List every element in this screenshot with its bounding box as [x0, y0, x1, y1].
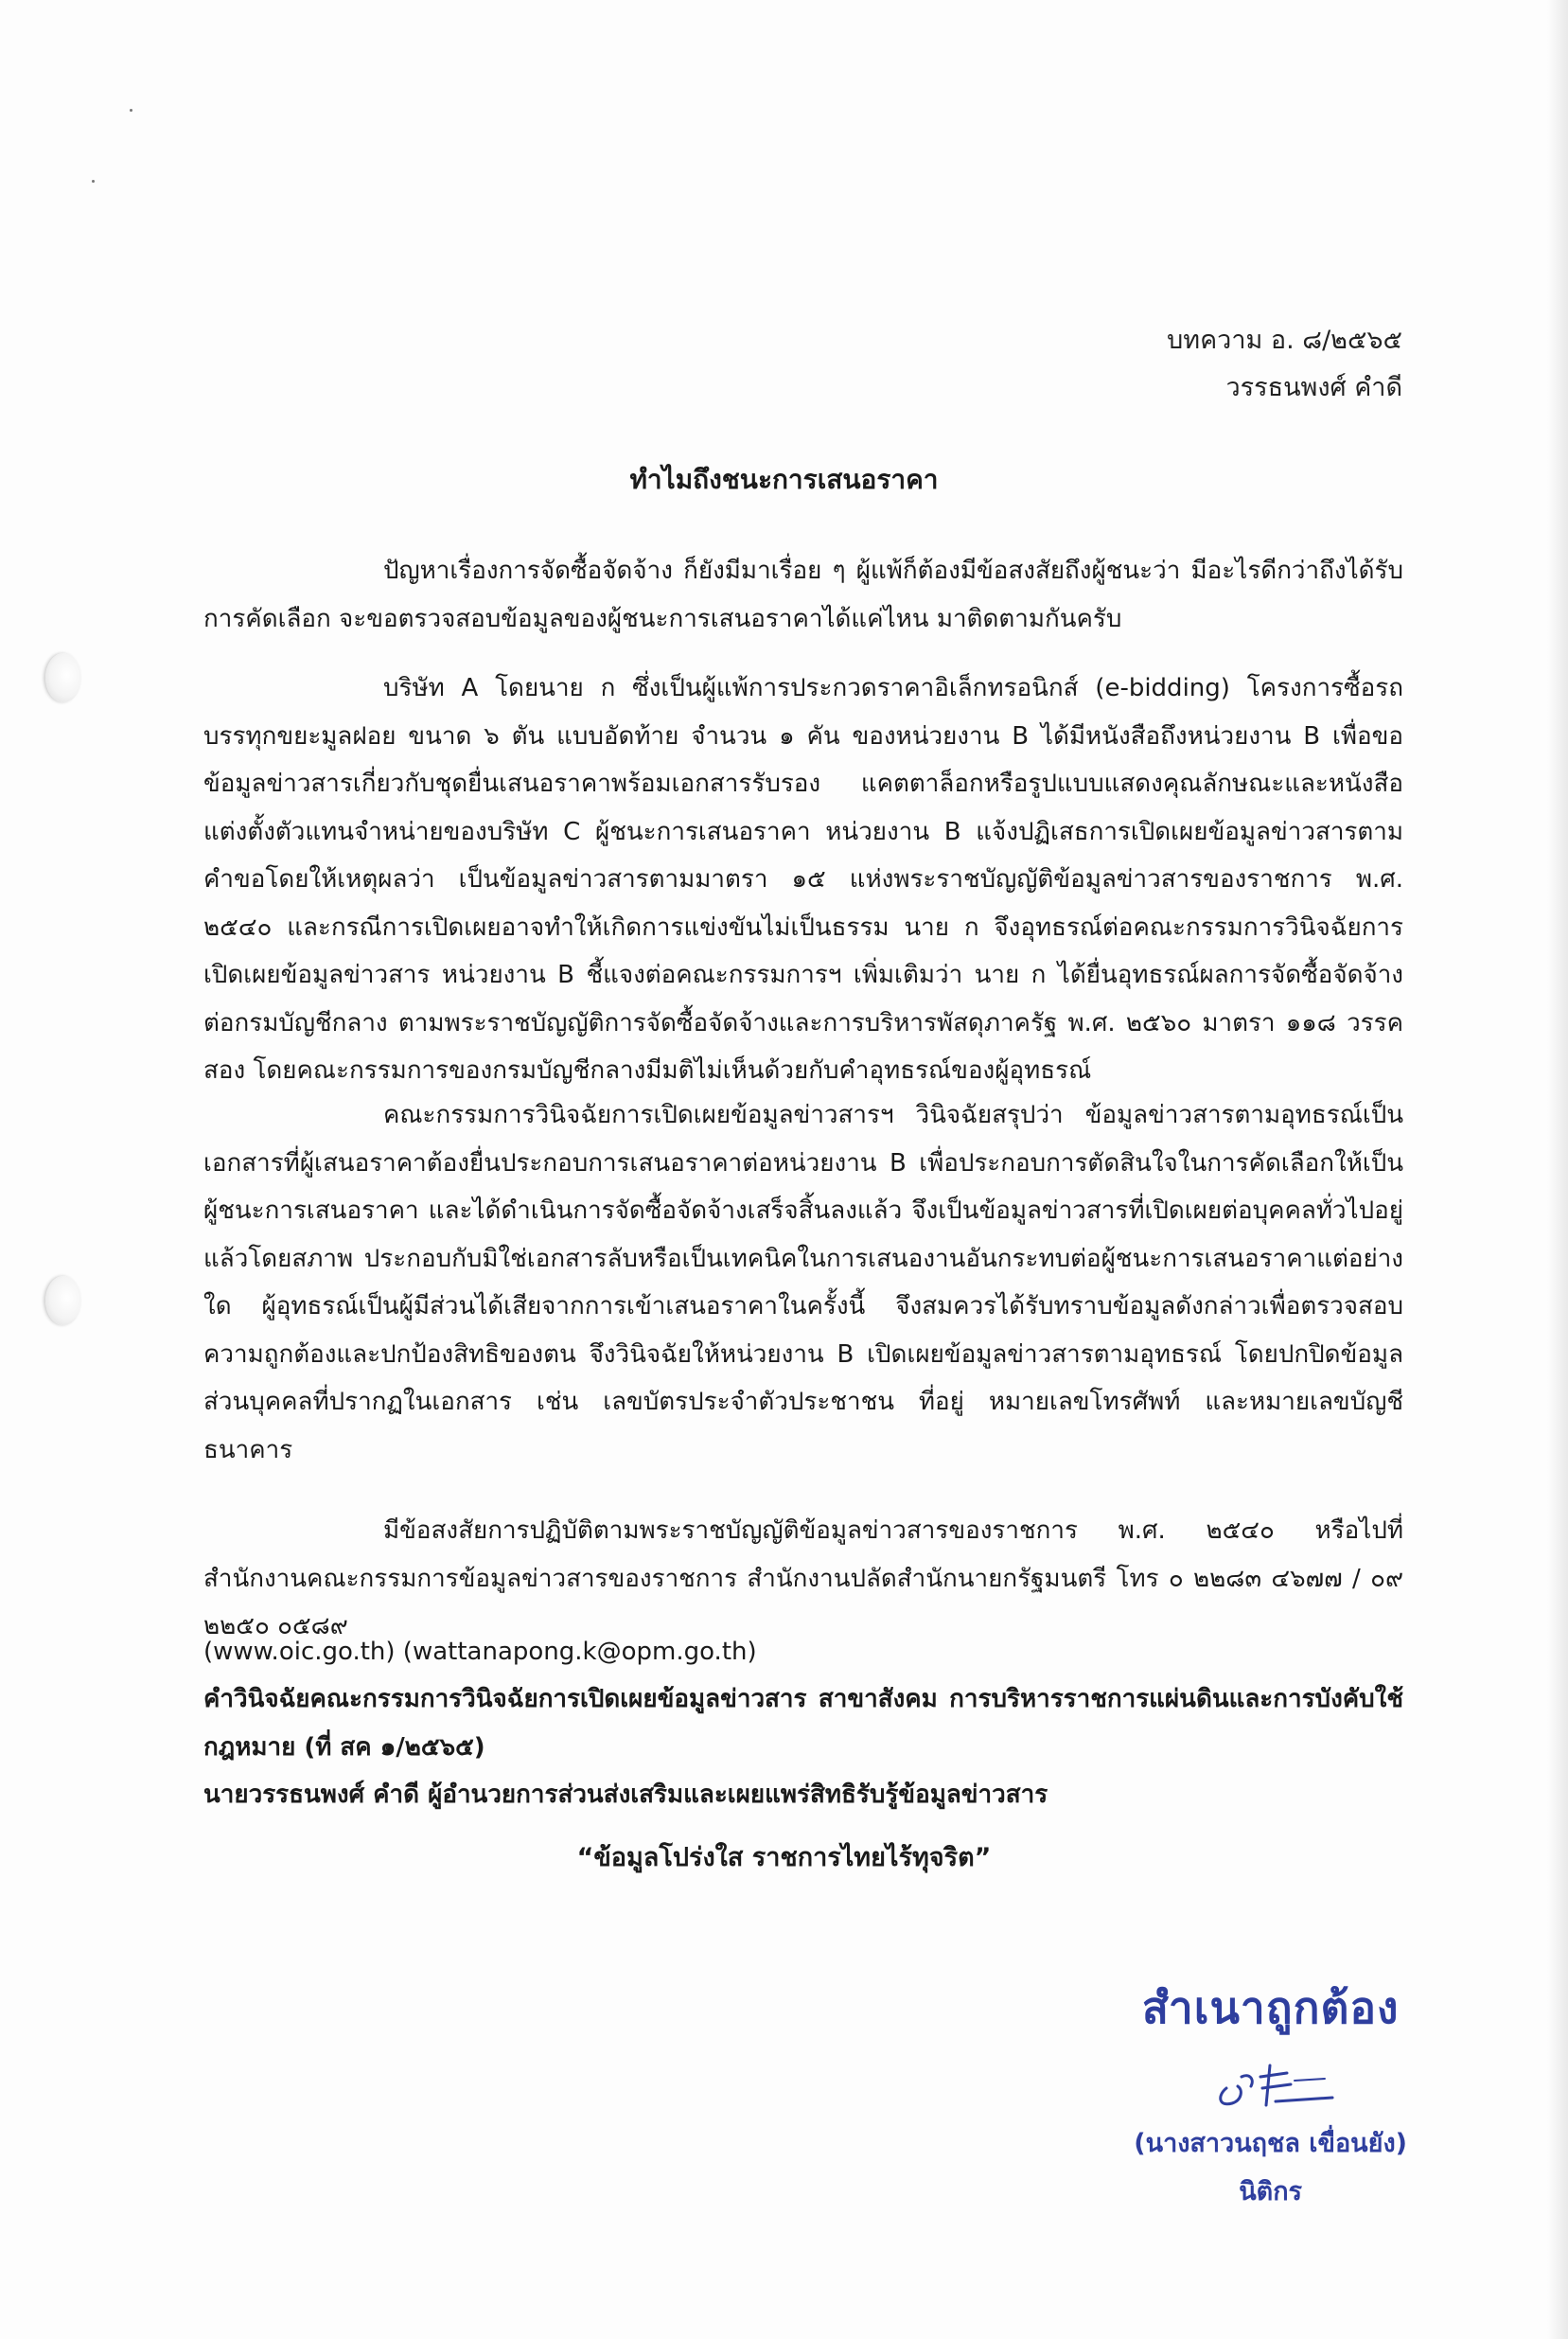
paragraph-intro: ปัญหาเรื่องการจัดซื้อจัดจ้าง ก็ยังมีมาเรื่อย ๆ ผู้แพ้ก็ต้องมีข้อสงสัยถึงผู้ชนะว่า มีอะไรดีกว่าถึงได้รับการคัดเลือก จะขอตรวจสอบข้อมูลของผู้ชนะการเสนอราคาได้แค่ไหน มาติดตามกันครับ	[203, 557, 1403, 633]
signatory-line: นายวรรธนพงศ์ คำดี ผู้อำนวยการส่วนส่งเสริมและเผยแพร่สิทธิรับรู้ข้อมูลข่าวสาร	[203, 1781, 1048, 1809]
certified-copy-label: สำเนาถูกต้อง	[1141, 1982, 1400, 2033]
punch-hole	[45, 653, 81, 702]
article-author: วรรธนพงศ์ คำดี	[1225, 373, 1402, 402]
certifier-role: นิติกร	[1239, 2177, 1303, 2206]
paragraph-contact: มีข้อสงสัยการปฏิบัติตามพระราชบัญญัติข้อมูลข่าวสารของราชการ พ.ศ. ๒๕๔๐ หรือไปที่สำนักงานคณะกรรมการข้อมูลข่าวสารของราชการ สำนักงานปลัดสำนักนายกรัฐมนตรี โทร ๐ ๒๒๘๓ ๔๖๗๗ / ๐๙ ๒๒๕๐ ๐๕๘๙	[203, 1516, 1403, 1640]
scan-speck	[130, 109, 132, 112]
ruling-reference: คำวินิจฉัยคณะกรรมการวินิจฉัยการเปิดเผยข้อมูลข่าวสาร สาขาสังคม การบริหารราชการแผ่นดินและการบังคับใช้กฎหมาย (ที่ สค ๑/๒๕๖๕)	[203, 1685, 1403, 1762]
scan-speck	[92, 180, 95, 183]
motto: “ข้อมูลโปร่งใส ราชการไทยไร้ทุจริต”	[576, 1843, 992, 1872]
certification-stamp	[1134, 1974, 1407, 2211]
certifier-name: (นางสาวนฤชล เขื่อนยัง)	[1134, 2129, 1407, 2158]
document-title: ทำไมถึงชนะการเสนอราคา	[629, 464, 939, 495]
article-reference: บทความ อ. ๘/๒๕๖๕	[1167, 326, 1402, 355]
contact-links: (www.oic.go.th) (wattanapong.k@opm.go.th)	[203, 1638, 757, 1666]
reference-block	[1167, 317, 1402, 412]
punch-hole	[45, 1276, 81, 1325]
paragraph-facts: บริษัท A โดยนาย ก ซึ่งเป็นผู้แพ้การประกวดราคาอิเล็กทรอนิกส์ (e-bidding) โครงการซื้อรถบรรทุกขยะมูลฝอย ขนาด ๖ ตัน แบบอัดท้าย จำนวน ๑ คัน ของหน่วยงาน B ได้มีหนังสือถึงหน่วยงาน B เพื่อขอข้อมูลข่าวสารเกี่ยวกับชุดยื่นเสนอราคาพร้อมเอกสารรับรอง แคตตาล็อกหรือรูปแบบแสดงคุณลักษณะและหนังสือแต่งตั้งตัวแทนจำหน่ายของบริษัท C ผู้ชนะการเสนอราคา หน่วยงาน B แจ้งปฏิเสธการเปิดเผยข้อมูลข่าวสารตามคำขอโดยให้เหตุผลว่า เป็นข้อมูลข่าวสารตามมาตรา ๑๕ แห่งพระราชบัญญัติข้อมูลข่าวสารของราชการ พ.ศ. ๒๕๔๐ และกรณีการเปิดเผยอาจทำให้เกิดการแข่งขันไม่เป็นธรรม นาย ก จึงอุทธรณ์ต่อคณะกรรมการวินิจฉัยการเปิดเผยข้อมูลข่าวสาร หน่วยงาน B ชี้แจงต่อคณะกรรมการฯ เพิ่มเติมว่า นาย ก ได้ยื่นอุทธรณ์ผลการจัดซื้อจัดจ้างต่อกรมบัญชีกลาง ตามพระราชบัญญัติการจัดซื้อจัดจ้างและการบริหารพัสดุภาครัฐ พ.ศ. ๒๕๖๐ มาตรา ๑๑๘ วรรคสอง โดยคณะกรรมการของกรมบัญชีกลางมีมติไม่เห็นด้วยกับคำอุทธรณ์ของผู้อุทธรณ์	[203, 674, 1403, 1085]
paragraph-decision: คณะกรรมการวินิจฉัยการเปิดเผยข้อมูลข่าวสารฯ วินิจฉัยสรุปว่า ข้อมูลข่าวสารตามอุทธรณ์เป็นเอกสารที่ผู้เสนอราคาต้องยื่นประกอบการเสนอราคาต่อหน่วยงาน B เพื่อประกอบการตัดสินใจในการคัดเลือกให้เป็นผู้ชนะการเสนอราคา และได้ดำเนินการจัดซื้อจัดจ้างเสร็จสิ้นลงแล้ว จึงเป็นข้อมูลข่าวสารที่เปิดเผยต่อบุคคลทั่วไปอยู่แล้วโดยสภาพ ประกอบกับมิใช่เอกสารลับหรือเป็นเทคนิคในการเสนองานอันกระทบต่อผู้ชนะการเสนอราคาแต่อย่างใด ผู้อุทธรณ์เป็นผู้มีส่วนได้เสียจากการเข้าเสนอราคาในครั้งนี้ จึงสมควรได้รับทราบข้อมูลดังกล่าวเพื่อตรวจสอบความถูกต้องและปกป้องสิทธิของตน จึงวินิจฉัยให้หน่วยงาน B เปิดเผยข้อมูลข่าวสารตามอุทธรณ์ โดยปกปิดข้อมูลส่วนบุคคลที่ปรากฏในเอกสาร เช่น เลขบัตรประจำตัวประชาชน ที่อยู่ หมายเลขโทรศัพท์ และหมายเลขบัญชีธนาคาร	[203, 1101, 1403, 1464]
page-edge-shadow	[1547, 0, 1568, 2339]
ruling-reference-block	[203, 1675, 1403, 1819]
handwritten-signature	[1200, 2048, 1342, 2115]
